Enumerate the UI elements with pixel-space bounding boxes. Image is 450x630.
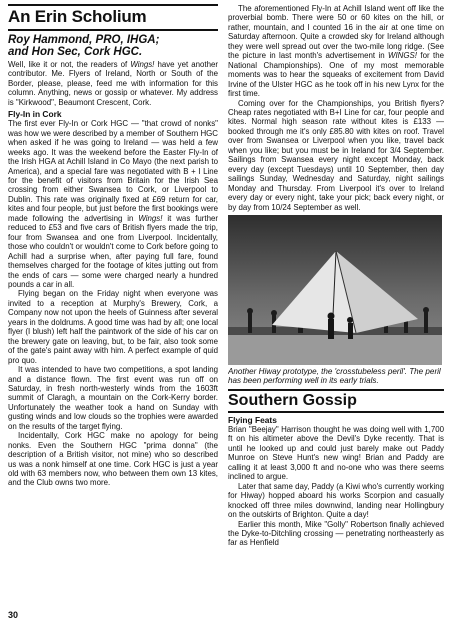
left-column [8,4,218,608]
intro-paragraph [8,60,218,107]
achill-text-a: The aforementioned Fly-In at Achill Island went off like the proverbial bomb. There were 50 or 60 kites on the hill, or rather, mountain, and I counted 16 in the air at one time on Saturday afternoon. Quite a crowded sky for Ireland although they were well spread out over the two-mile long ridge. (See the picture in last month's advertisement in [228,4,444,61]
byline [8,34,218,58]
byline-line-2: and Hon Sec, Cork HGC. [8,46,143,58]
hang-glider-photo [228,215,442,365]
subhead-fly-in-cork: Fly-In in Cork [8,109,62,120]
hang-glider-photo-image [228,215,442,365]
intro-text-b: have yet another contributor. Me. Flyers of Ireland, North or South of the Border, please, please, feed me with information for this column. Anything, news or gossip or whatever. My address is "Kirkwood", Beaumont Crescent, Cork. [8,60,218,107]
paragraph-fly-in [8,119,218,289]
intro-magazine-name: Wings! [130,60,155,69]
intro-text-a: Well, like it or not, the readers of [8,60,131,69]
achill-text-b: for the National Championships). One of my most memorable moments was to hear the squeaks of excitement from David Irvine of the Ulster HGC as he took off in his new Lynx for the first time. [228,51,444,99]
right-column [228,4,444,620]
achill-magazine-name: WINGS! [388,51,417,61]
byline-line-1: Roy Hammond, PRO, IHGA; [8,34,160,46]
paragraph-competitions: It was intended to have two competitions, a spot landing and a distance flown. The first event was run off on Saturday, in fresh north-westerly winds from the 1603ft summit of Claragh, a mountain on the Cork-Kerry border. Unfortunately the weather took a hand on Sunday with gusting winds and low clouds so the trophies were awarded on the results of the target flying. [8,365,218,431]
paragraph-nonks: Incidentally, Cork HGC make no apology for being nonks. Even the Southern HGC "prima donna" (the description of a British visitor, not mine) who so described us was a nonk himself at one time. Cork HGC is just a year old with 63 members now, who between them own 13 kites, and the Club owns two more. [8,431,218,488]
paragraph-flying-began: Flying began on the Friday night when everyone was invited to a reception at Murphy's Brewery, Cork, a Company now not upon the heels of Guinness after several years in the doldrums. A good time was had by all; one local flyer (I blush) left half the paintwork of the side of his car on the brewery gate on leaving, but, to be fair, also took some of the gate's paint away with him. A perfect example of quid pro quo. [8,289,218,365]
paragraph-beejay: Brian "Beejay" Harrison thought he was doing well with 1,700 ft on his altimeter above the Devil's Dyke recently. That is until he looked up and could just barely make out Paddy Munroe on Steve Hunt's new wing! Brian and Paddy are calling it at least 3,000 ft and no-one who was there seems inclined to argue. [228,424,444,482]
article-title: An Erin Scholium [8,7,147,26]
subhead-flying-feats: Flying Feats [228,414,277,425]
fly-in-text-a: The first ever Fly-In or Cork HGC — "that crowd of nonks" was how we were described by a member of Southern HGC when asked if he was going to Ireland — was held a few weeks ago. It was the weekend before the Easter Fly-In of the Irish HGA at Achill Island in Co Mayo (the next parish to America), and a special fare was negotiated with B + I Line for the benefit of visitors from Britain for the Irish Sea crossing from either Swansea to Cork, or Liverpool to Dublin. This rate was originally fixed at £69 return for car, kites and four people, but just before the first bookings were made following the advertising in [8,119,218,223]
section-title: Southern Gossip [228,391,357,409]
page-number: 30 [8,610,19,620]
article-title-bar [8,4,218,31]
paragraph-championships: Coming over for the Championships, you British flyers? Cheap rates negotiated with B+I Line for car, four people and kites. Normal high season rate without kites is £133 — booked through me it's only £85.80 with kites on roof. Travel over from Swansea or Liverpool when you like, travel back when you like; but you must be in Ireland for 3/4 September. Sailings from Swansea every night except Monday, back every day (except Tuesdays) until 10 September, then day sailings Sunday, Wednesday and Saturday, night sailings Monday and Thursday. From Liverpool it's over to Ireland every day or every night, take your pick; back every night, or by day from 10/24 September as well. [228,98,444,212]
photo-caption: Another Hiway prototype, the 'crosstubeless peril'. The peril has been performing well in its early trials. [228,366,441,386]
paragraph-paddy: Later that same day, Paddy (a Kiwi who's currently working for Hiway) hopped aboard his works Scorpion and casually knocked off three miles downwind, landing near Hollingbury on the outskirts of Brighton. Quite a day! [228,481,444,520]
paragraph-achill [228,4,444,99]
paragraph-golly: Earlier this month, Mike "Golly" Robertson finally achieved the Dyke-to-Ditchling crossing — penetrating northeasterly as far as Henfield [228,519,444,548]
fly-in-text-b: it was further reduced to £53 and five cars of British flyers made the trip, four from Swansea and one from Liverpool. Incidentally, those who couldn't or wouldn't come to Cork before going to Achill had a surprise when, after paying full fare, found themselves charged for the footage of kites jutting out from the ends of cars — some were charged nearly a hundred pounds a car in all. [8,213,218,289]
section-title-bar [228,389,444,413]
fly-in-magazine-name: Wings! [138,213,163,223]
